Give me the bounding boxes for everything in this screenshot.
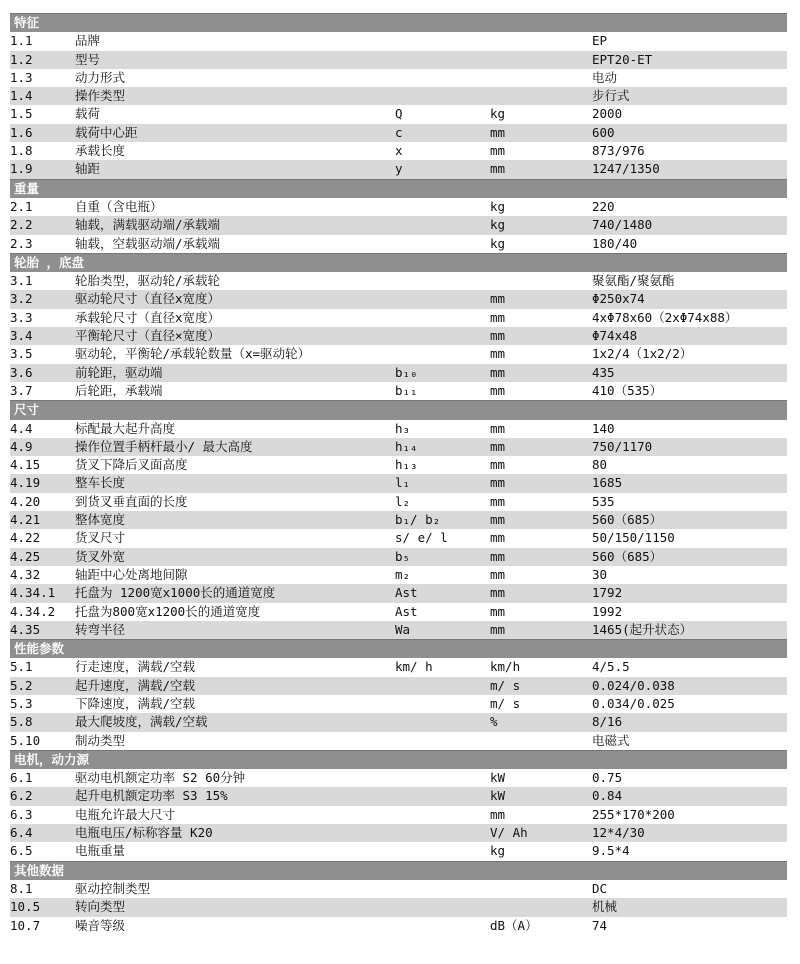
cell-value: 1x2/4（1x2/2） bbox=[592, 346, 693, 362]
cell-symbol: Ast bbox=[395, 584, 490, 602]
cell-num: 4.22 bbox=[10, 530, 41, 546]
spec-table bbox=[10, 13, 787, 935]
cell-symbol bbox=[395, 806, 490, 824]
cell-num: 1.9 bbox=[10, 160, 75, 179]
section-header-row-3 bbox=[10, 253, 787, 272]
cell-unit: mm bbox=[490, 530, 506, 546]
cell-value: 1992 bbox=[592, 603, 623, 619]
spec-row-5.8 bbox=[10, 713, 787, 731]
cell-num: 4.34.2 bbox=[10, 603, 56, 619]
cell-unit: mm bbox=[490, 327, 592, 345]
cell-desc: 载荷 bbox=[75, 106, 101, 122]
cell-symbol: Q bbox=[395, 106, 403, 122]
cell-desc: 轮胎类型，驱动轮/承载轮 bbox=[75, 273, 221, 289]
cell-value: 1685 bbox=[592, 474, 787, 492]
cell-value: 4/5.5 bbox=[592, 659, 630, 675]
cell-num: 3.2 bbox=[10, 290, 75, 308]
cell-symbol: h₁₃ bbox=[395, 457, 418, 473]
cell-num: 1.3 bbox=[10, 69, 33, 85]
cell-symbol bbox=[395, 713, 490, 731]
cell-num: 5.2 bbox=[10, 677, 75, 695]
cell-symbol bbox=[395, 695, 490, 713]
cell-value: 140 bbox=[592, 420, 615, 436]
cell-unit: kW bbox=[490, 787, 592, 805]
cell-value: 30 bbox=[592, 566, 608, 582]
cell-desc: 整车长度 bbox=[75, 474, 395, 492]
section-header-row-7 bbox=[10, 861, 787, 880]
cell-num: 4.4 bbox=[10, 420, 33, 436]
section-header-row-2 bbox=[10, 179, 787, 198]
spec-row-10.7 bbox=[10, 917, 787, 935]
cell-value: 410（535） bbox=[592, 382, 663, 398]
cell-unit: mm bbox=[490, 474, 592, 492]
spec-row-4.9 bbox=[10, 438, 787, 456]
cell-unit: mm bbox=[490, 584, 592, 602]
cell-desc: 转向类型 bbox=[75, 898, 395, 916]
cell-symbol: h₃ bbox=[395, 420, 411, 436]
cell-symbol bbox=[395, 198, 490, 216]
spec-row-1.9 bbox=[10, 160, 787, 179]
cell-desc: 转弯半径 bbox=[75, 621, 395, 640]
spec-row-1.2 bbox=[10, 51, 787, 69]
cell-num: 5.10 bbox=[10, 732, 41, 748]
cell-num: 10.5 bbox=[10, 898, 75, 916]
cell-symbol bbox=[395, 787, 490, 805]
cell-symbol: s/ e/ l bbox=[395, 530, 448, 546]
cell-symbol: b₁/ b₂ bbox=[395, 511, 490, 529]
cell-symbol bbox=[395, 69, 490, 87]
cell-value: 535 bbox=[592, 493, 615, 509]
cell-symbol: l₁ bbox=[395, 474, 490, 492]
cell-desc: 整体宽度 bbox=[75, 511, 395, 529]
cell-symbol bbox=[395, 32, 490, 50]
cell-symbol bbox=[395, 824, 490, 842]
section-header-row-4 bbox=[10, 401, 787, 420]
cell-unit: V/ Ah bbox=[490, 824, 592, 842]
cell-value: Φ74x48 bbox=[592, 327, 787, 345]
section-header-row-5 bbox=[10, 640, 787, 659]
cell-num: 3.1 bbox=[10, 273, 33, 289]
spec-row-4.15 bbox=[10, 456, 787, 474]
cell-desc: 到货叉垂直面的长度 bbox=[75, 493, 188, 509]
cell-value: 1792 bbox=[592, 584, 787, 602]
cell-symbol bbox=[395, 917, 490, 935]
cell-unit bbox=[490, 69, 592, 87]
spec-row-4.20 bbox=[10, 493, 787, 511]
cell-value: 0.024/0.038 bbox=[592, 677, 787, 695]
spec-row-1.8 bbox=[10, 142, 787, 160]
cell-desc: 制动类型 bbox=[75, 732, 126, 748]
cell-num: 3.4 bbox=[10, 327, 75, 345]
cell-desc: 电瓶电压/标称容量 K20 bbox=[75, 824, 395, 842]
cell-value: 560（685） bbox=[592, 511, 787, 529]
cell-num: 4.19 bbox=[10, 474, 75, 492]
cell-symbol: b₁₀ bbox=[395, 364, 490, 382]
spec-row-3.2 bbox=[10, 290, 787, 308]
cell-symbol bbox=[395, 842, 490, 861]
cell-unit bbox=[490, 272, 592, 290]
spec-row-1.3 bbox=[10, 69, 787, 87]
section-header-row-1 bbox=[10, 14, 787, 33]
cell-desc: 噪音等级 bbox=[75, 917, 126, 933]
cell-num: 6.3 bbox=[10, 806, 33, 822]
spec-row-10.5 bbox=[10, 898, 787, 916]
cell-num: 1.2 bbox=[10, 51, 75, 69]
cell-symbol: x bbox=[395, 143, 403, 159]
cell-desc: 起升电机额定功率 S3 15% bbox=[75, 787, 395, 805]
cell-desc: 前轮距，驱动端 bbox=[75, 364, 395, 382]
cell-value: 560（685） bbox=[592, 548, 787, 566]
spec-row-4.35 bbox=[10, 621, 787, 640]
cell-num: 3.6 bbox=[10, 364, 75, 382]
cell-unit: mm bbox=[490, 457, 506, 473]
cell-num: 2.2 bbox=[10, 216, 75, 234]
cell-unit: mm bbox=[490, 309, 506, 325]
spec-row-3.5 bbox=[10, 345, 787, 363]
spec-row-3.7 bbox=[10, 382, 787, 401]
cell-desc: 货叉下降后叉面高度 bbox=[75, 457, 188, 473]
cell-unit: mm bbox=[490, 548, 592, 566]
cell-unit: kg bbox=[490, 216, 592, 234]
cell-desc: 承载长度 bbox=[75, 143, 126, 159]
cell-symbol bbox=[395, 235, 490, 254]
spec-row-2.3 bbox=[10, 235, 787, 254]
cell-value: EPT20-ET bbox=[592, 51, 787, 69]
cell-symbol: Ast bbox=[395, 603, 418, 619]
section-title: 轮胎 ，底盘 bbox=[10, 253, 787, 272]
cell-symbol bbox=[395, 677, 490, 695]
spec-table-body bbox=[10, 14, 787, 935]
cell-symbol: m₂ bbox=[395, 566, 411, 582]
spec-row-3.6 bbox=[10, 364, 787, 382]
cell-num: 6.5 bbox=[10, 843, 33, 859]
cell-symbol bbox=[395, 309, 490, 327]
cell-num: 3.5 bbox=[10, 346, 33, 362]
cell-unit: kg bbox=[490, 843, 506, 859]
cell-num: 4.20 bbox=[10, 493, 41, 509]
spec-row-3.3 bbox=[10, 309, 787, 327]
cell-num: 5.8 bbox=[10, 713, 75, 731]
cell-unit bbox=[490, 87, 592, 105]
cell-num: 4.34.1 bbox=[10, 584, 75, 602]
cell-value: 74 bbox=[592, 917, 608, 933]
cell-unit: kg bbox=[490, 235, 506, 251]
cell-symbol: Wa bbox=[395, 621, 490, 640]
cell-unit: mm bbox=[490, 566, 506, 582]
cell-desc: 货叉尺寸 bbox=[75, 530, 126, 546]
spec-row-6.2 bbox=[10, 787, 787, 805]
cell-num: 6.4 bbox=[10, 824, 75, 842]
cell-unit: dB（A） bbox=[490, 917, 538, 933]
cell-symbol bbox=[395, 272, 490, 290]
cell-num: 4.32 bbox=[10, 566, 41, 582]
cell-value: 255*170*200 bbox=[592, 806, 675, 822]
cell-num: 4.15 bbox=[10, 457, 41, 473]
cell-desc: 标配最大起升高度 bbox=[75, 420, 176, 436]
cell-num: 6.1 bbox=[10, 770, 33, 786]
cell-symbol bbox=[395, 216, 490, 234]
cell-symbol bbox=[395, 732, 490, 751]
spec-row-4.22 bbox=[10, 529, 787, 547]
cell-unit: mm bbox=[490, 382, 506, 398]
cell-num: 8.1 bbox=[10, 880, 33, 896]
cell-desc: 行走速度，满载/空载 bbox=[75, 659, 196, 675]
cell-symbol bbox=[395, 880, 490, 898]
spec-row-4.32 bbox=[10, 566, 787, 584]
spec-row-1.1 bbox=[10, 32, 787, 50]
cell-desc: 平衡轮尺寸（直径×宽度） bbox=[75, 327, 395, 345]
cell-unit: mm bbox=[490, 621, 592, 640]
cell-unit: % bbox=[490, 713, 592, 731]
spec-row-8.1 bbox=[10, 880, 787, 898]
section-title: 尺寸 bbox=[10, 401, 787, 420]
spec-row-6.3 bbox=[10, 806, 787, 824]
spec-row-2.1 bbox=[10, 198, 787, 216]
cell-desc: 驱动轮，平衡轮/承载轮数量（x=驱动轮） bbox=[75, 346, 311, 362]
section-header-row-6 bbox=[10, 750, 787, 769]
cell-value: 12*4/30 bbox=[592, 824, 787, 842]
cell-unit: kW bbox=[490, 770, 506, 786]
cell-value: 步行式 bbox=[592, 87, 787, 105]
section-title: 电机，动力源 bbox=[10, 750, 787, 769]
cell-unit: mm bbox=[490, 806, 506, 822]
spec-row-4.19 bbox=[10, 474, 787, 492]
cell-value: 1465(起升状态） bbox=[592, 621, 787, 640]
cell-value: 电动 bbox=[592, 69, 618, 85]
cell-symbol: b₁₁ bbox=[395, 382, 418, 398]
spec-row-1.5 bbox=[10, 105, 787, 123]
spec-row-4.34.1 bbox=[10, 584, 787, 602]
cell-value: EP bbox=[592, 33, 608, 49]
cell-unit: mm bbox=[490, 493, 506, 509]
cell-desc: 后轮距，承载端 bbox=[75, 382, 163, 398]
cell-value: 1247/1350 bbox=[592, 160, 787, 179]
cell-symbol: l₂ bbox=[395, 493, 411, 509]
cell-value: 600 bbox=[592, 124, 787, 142]
cell-desc: 电瓶重量 bbox=[75, 843, 126, 859]
cell-unit: mm bbox=[490, 438, 592, 456]
spec-row-2.2 bbox=[10, 216, 787, 234]
cell-desc: 承载轮尺寸（直径x宽度） bbox=[75, 309, 221, 325]
cell-value: 750/1170 bbox=[592, 438, 787, 456]
cell-unit: kg bbox=[490, 198, 506, 214]
cell-value: 0.84 bbox=[592, 787, 787, 805]
cell-desc: 货叉外宽 bbox=[75, 548, 395, 566]
cell-unit: mm bbox=[490, 364, 592, 382]
cell-num: 10.7 bbox=[10, 917, 41, 933]
cell-num: 6.2 bbox=[10, 787, 75, 805]
cell-symbol: y bbox=[395, 160, 490, 179]
cell-desc: 驱动电机额定功率 S2 60分钟 bbox=[75, 770, 246, 786]
cell-value: 电磁式 bbox=[592, 732, 630, 748]
spec-row-6.1 bbox=[10, 769, 787, 787]
cell-symbol bbox=[395, 327, 490, 345]
cell-unit: mm bbox=[490, 511, 592, 529]
cell-symbol: km/ h bbox=[395, 659, 433, 675]
cell-num: 5.3 bbox=[10, 695, 33, 711]
cell-unit bbox=[490, 51, 592, 69]
cell-unit bbox=[490, 732, 592, 751]
spec-row-6.5 bbox=[10, 842, 787, 861]
cell-desc: 操作位置手柄杆最小/ 最大高度 bbox=[75, 438, 395, 456]
spec-row-1.6 bbox=[10, 124, 787, 142]
cell-value: 740/1480 bbox=[592, 216, 787, 234]
cell-desc: 型号 bbox=[75, 51, 395, 69]
cell-value: Φ250x74 bbox=[592, 290, 787, 308]
spec-row-4.4 bbox=[10, 420, 787, 438]
cell-desc: 驱动轮尺寸（直径x宽度） bbox=[75, 290, 395, 308]
cell-symbol bbox=[395, 345, 490, 363]
spec-row-3.4 bbox=[10, 327, 787, 345]
cell-num: 1.4 bbox=[10, 87, 75, 105]
cell-unit: mm bbox=[490, 124, 592, 142]
spec-row-4.34.2 bbox=[10, 603, 787, 621]
spec-row-5.10 bbox=[10, 732, 787, 751]
cell-desc: 最大爬坡度，满载/空载 bbox=[75, 713, 395, 731]
cell-value: 聚氨酯/聚氨酯 bbox=[592, 273, 675, 289]
cell-num: 3.7 bbox=[10, 382, 33, 398]
cell-value: 873/976 bbox=[592, 143, 645, 159]
section-title: 其他数据 bbox=[10, 861, 787, 880]
cell-unit bbox=[490, 898, 592, 916]
section-title: 特征 bbox=[10, 14, 787, 33]
cell-symbol: h₁₄ bbox=[395, 438, 490, 456]
cell-num: 1.6 bbox=[10, 124, 75, 142]
cell-symbol: c bbox=[395, 124, 490, 142]
cell-unit: mm bbox=[490, 346, 506, 362]
spec-row-5.2 bbox=[10, 677, 787, 695]
spec-row-5.1 bbox=[10, 658, 787, 676]
cell-value: 0.034/0.025 bbox=[592, 695, 675, 711]
cell-value: 2000 bbox=[592, 106, 623, 122]
cell-desc: 品牌 bbox=[75, 33, 101, 49]
cell-unit: mm bbox=[490, 160, 592, 179]
cell-unit bbox=[490, 880, 592, 898]
cell-value: 机械 bbox=[592, 898, 787, 916]
cell-symbol: b₅ bbox=[395, 548, 490, 566]
cell-num: 5.1 bbox=[10, 659, 33, 675]
cell-value: 180/40 bbox=[592, 235, 638, 251]
cell-value: 435 bbox=[592, 364, 787, 382]
spec-row-3.1 bbox=[10, 272, 787, 290]
cell-desc: 托盘为800宽x1200长的通道宽度 bbox=[75, 603, 261, 619]
cell-desc: 自重（含电瓶） bbox=[75, 198, 163, 214]
cell-unit: kg bbox=[490, 106, 506, 122]
cell-desc: 下降速度，满载/空载 bbox=[75, 695, 196, 711]
cell-num: 4.9 bbox=[10, 438, 75, 456]
cell-desc: 轴距 bbox=[75, 160, 395, 179]
section-title: 重量 bbox=[10, 179, 787, 198]
cell-num: 2.3 bbox=[10, 235, 33, 251]
section-title: 性能参数 bbox=[10, 640, 787, 659]
spec-row-1.4 bbox=[10, 87, 787, 105]
cell-symbol bbox=[395, 898, 490, 916]
cell-num: 2.1 bbox=[10, 198, 33, 214]
spec-row-4.25 bbox=[10, 548, 787, 566]
cell-symbol bbox=[395, 87, 490, 105]
cell-symbol bbox=[395, 769, 490, 787]
cell-unit: mm bbox=[490, 143, 506, 159]
cell-desc: 托盘为 1200宽x1000长的通道宽度 bbox=[75, 584, 395, 602]
cell-unit: km/h bbox=[490, 659, 521, 675]
cell-value: 8/16 bbox=[592, 713, 787, 731]
cell-unit: mm bbox=[490, 290, 592, 308]
cell-num: 4.25 bbox=[10, 548, 75, 566]
cell-desc: 载荷中心距 bbox=[75, 124, 395, 142]
cell-num: 1.1 bbox=[10, 33, 33, 49]
cell-value: 0.75 bbox=[592, 770, 623, 786]
cell-value: 9.5*4 bbox=[592, 843, 630, 859]
cell-unit: m/ s bbox=[490, 677, 592, 695]
cell-desc: 轴载，空载驱动端/承载端 bbox=[75, 235, 221, 251]
cell-symbol bbox=[395, 290, 490, 308]
cell-value: 4xΦ78x60（2xΦ74x88） bbox=[592, 309, 738, 325]
cell-symbol bbox=[395, 51, 490, 69]
cell-num: 1.8 bbox=[10, 143, 33, 159]
spec-row-4.21 bbox=[10, 511, 787, 529]
cell-unit: m/ s bbox=[490, 695, 521, 711]
spec-row-6.4 bbox=[10, 824, 787, 842]
cell-value: DC bbox=[592, 880, 608, 896]
cell-num: 4.21 bbox=[10, 511, 75, 529]
cell-desc: 驱动控制类型 bbox=[75, 880, 151, 896]
cell-desc: 电瓶允许最大尺寸 bbox=[75, 806, 176, 822]
cell-value: 220 bbox=[592, 198, 615, 214]
cell-desc: 轴距中心处离地间隙 bbox=[75, 566, 188, 582]
cell-num: 3.3 bbox=[10, 309, 33, 325]
cell-num: 1.5 bbox=[10, 106, 33, 122]
cell-desc: 起升速度，满载/空载 bbox=[75, 677, 395, 695]
cell-num: 4.35 bbox=[10, 621, 75, 640]
cell-value: 80 bbox=[592, 457, 608, 473]
cell-desc: 动力形式 bbox=[75, 69, 126, 85]
cell-value: 50/150/1150 bbox=[592, 530, 675, 546]
cell-desc: 操作类型 bbox=[75, 87, 395, 105]
cell-unit bbox=[490, 32, 592, 50]
spec-row-5.3 bbox=[10, 695, 787, 713]
cell-desc: 轴载，满载驱动端/承载端 bbox=[75, 216, 395, 234]
cell-unit: mm bbox=[490, 420, 506, 436]
cell-unit: mm bbox=[490, 603, 506, 619]
